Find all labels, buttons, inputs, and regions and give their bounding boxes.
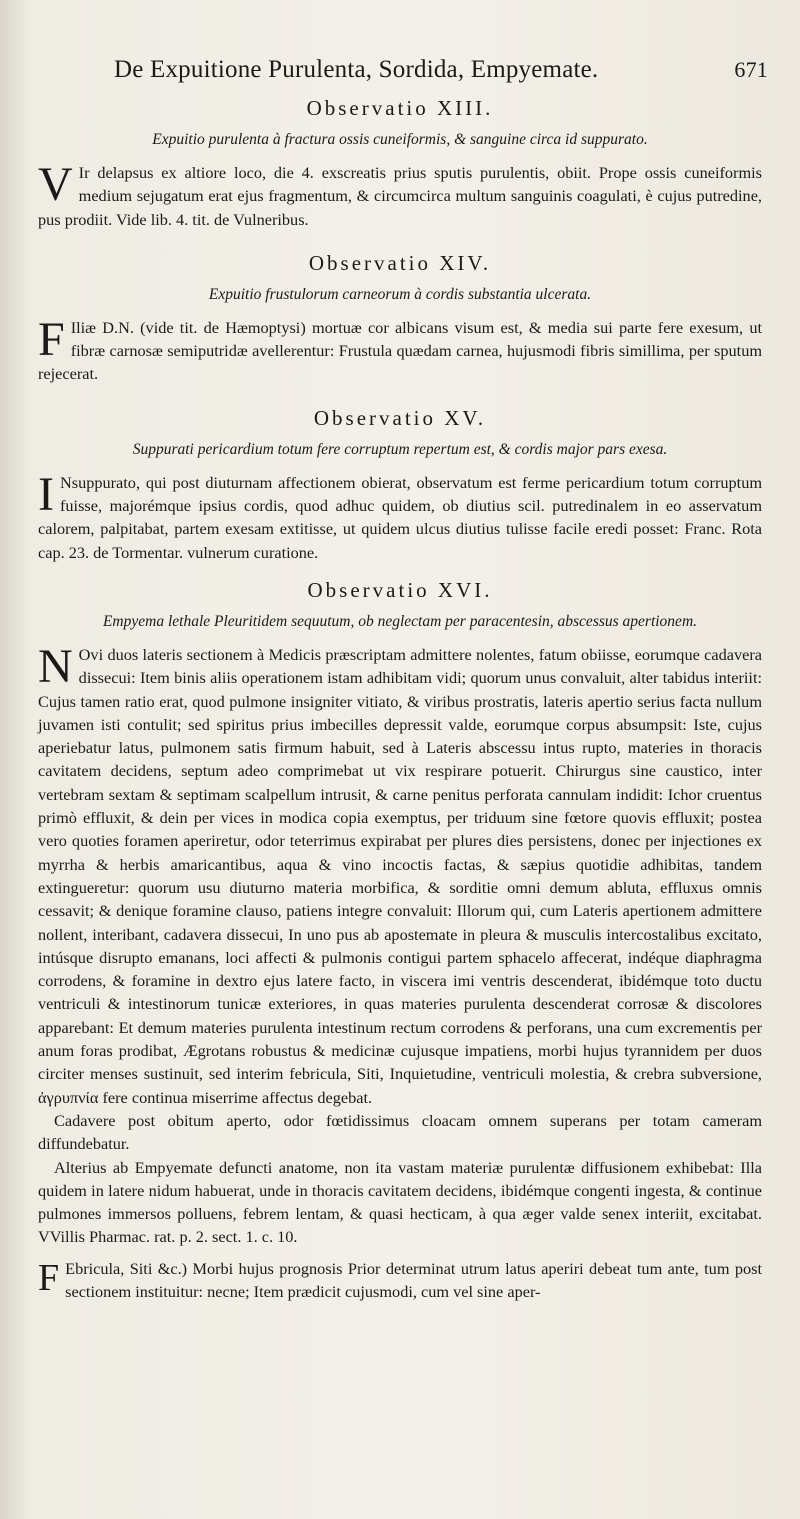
observation-14-subtitle: Expuitio frustulorum carneorum à cordis substantia ulcerata. [208, 285, 592, 303]
observation-13-title: Observatio XIII. [306, 96, 494, 120]
closing-note [38, 1257, 762, 1304]
observation-14-body: Iliæ D.N. (vide tit. de Hæmoptysi) mortuæ cor albicans visum est, & media sui parte fere exesum, ut fibræ carnosæ semiputridæ avellerentur: Frustula quædam carnea, hujusmodi fibris simillima, per sputum rejecerat. [38, 317, 762, 384]
observation-16-paragraph-2: Cadavere post obitum aperto, odor fœtidissimus cloacam omnem superans per totam cameram diffundebatur. [38, 1110, 762, 1154]
observation-13-dropcap: V [38, 158, 73, 211]
observation-15-text [38, 467, 762, 564]
running-head [114, 56, 768, 84]
observation-15-body: Nsuppurato, qui post diuturnam affectionem obierat, observatum est ferme pericardium totum corruptum fuisse, majorémque ipsius cordis, quod adhuc quidem, ob diutius scil. putredinalem in eo asservatum calorem, palpitabat, partem exesam extitisse, ut quidem ulcus diutius tulisse facile eredi posset: Franc. Rota cap. 23. de Tormentar. vulnerum curatione. [38, 472, 762, 562]
observation-16-paragraph-3: Alterius ab Empyemate defuncti anatome, non ita vastam materiæ purulentæ diffusionem exhibebat: Illa quidem in latere nidum habuerat, unde in thoracis cavitatem decidens, ibidémque congenti ingesta, & continue pulmones immersos polluens, febrem lentam, & quasi hecticam, à qua æger valde senex interiit, excitabat. VVillis Pharmac. rat. p. 2. sect. 1. c. 10. [38, 1157, 762, 1247]
observation-15-subtitle: Suppurati pericardium totum fere corruptum repertum est, & cordis major pars exesa. [132, 440, 668, 458]
observation-14-title: Observatio XIV. [308, 250, 492, 275]
observation-16-title: Observatio XVI. [307, 577, 493, 602]
closing-body: Ebricula, Siti &c.) Morbi hujus prognosis Prior determinat utrum latus aperiri debeat tum ante, tum post sectionem instituitur: necne; Item prædicit cujusmodi, cum vel sine aper- [65, 1258, 762, 1301]
observation-16-subtitle: Empyema lethale Pleuritidem sequutum, ob neglectam per paracentesin, abscessus apertionem. [102, 612, 698, 630]
observation-16-text [38, 639, 762, 1109]
observation-13-subtitle: Expuitio purulenta à fractura ossis cuneiformis, & sanguine circa id suppurato. [152, 131, 648, 148]
observation-15-dropcap: I [38, 467, 54, 521]
running-head-title: De Expuitione Purulenta, Sordida, Empyemate. [114, 56, 599, 83]
page-number: 671 [734, 57, 768, 82]
observation-15-title: Observatio XV. [313, 405, 487, 430]
closing-dropcap: F [38, 1256, 60, 1299]
observation-13-body: Ir delapsus ex altiore loco, die 4. exscreatis prius sputis purulentis, obiit. Prope ossis cuneiformis medium sejugatum erat ejus fragmentum, & circumcirca multum sanguinis coagulati, è cujus putredine, pus prodiit. Vide lib. 4. tit. de Vulneribus. [38, 163, 762, 229]
observation-16-dropcap: N [38, 639, 73, 693]
observation-14-text [38, 312, 762, 386]
observation-13-text [38, 158, 762, 231]
observation-14-dropcap: F [38, 312, 65, 366]
observation-16-body-1: Ovi duos lateris sectionem à Medicis præscriptam admittere nolentes, fatum obiisse, eorumque cadavera dissecui: Item binis aliis operationem istam adhibitam vidi; quorum unus convaluit, alter tabidus interiit: Cujus tamen ratio erat, quod pulmone insigniter vitiato, & viribus prostratis, lateris apertio serius facta nullum juvamen isti contulit; sed spiritus prius imbecilles depressit valde, eorumque corpus absumpsit: Iste, cujus aperiebatur latus, pulmonem satis firmum habuit, sed à Lateris abscessu intus rupto, materies in thoracis cavitatem decidens, septum adeo comprimebat ut vix respirare potuerit. Chirurgus sine caustico, inter vertebram sextam & septimam scalpellum intrusit, & carne penitus perforata cannulam indidit: Ichor cruentus primò effluxit, & dein per vices in modica copia exemptus, per triduum sine fœtore quovis effluxit; postea vero quoties foramen aperiretur, odor teterrimus expirabat per plures dies persistens, donec per injectiones ex myrrha & herbis amaricantibus, aqua & vino incoctis factas, & sæpius quotidie adhibitas, tandem extingueretur: quorum usu diuturno materia morbifica, & sorditie omni demum abluta, effluxus omnis cessavit; & denique foramine clauso, patiens integre convaluit: Illorum qui, cum Lateris apertionem admittere nollent, interibant, cadavera dissecui, In uno pus ab apostemate in pleura & musculis intercostalibus excitato, intúsque disrupto emanans, loci affecti & pulmonis contigui partem sphacelo affecerat, indéque diaphragma corrodens, & foramine in dextro ejus latere facto, in viscera imi ventris descenderat, ibidémque toto ductu ventriculi & intestinorum tunicæ exteriores, in quas materies purulenta descenderat corrosæ & discolores apparebant: Et demum materies purulenta intestinum rectum corrodens & perforans, una cum excrementis per anum foras prodibat, Ægrotans robustus & medicinæ cujusque impatiens, morbi hujus tyrannidem per duos circiter menses sustinuit, sed interim febricula, Siti, Inquietudine, ventriculi molestia, & crebra subversione, ἀγρυπνία fere continua miserrime affectus degebat. [38, 644, 762, 1107]
